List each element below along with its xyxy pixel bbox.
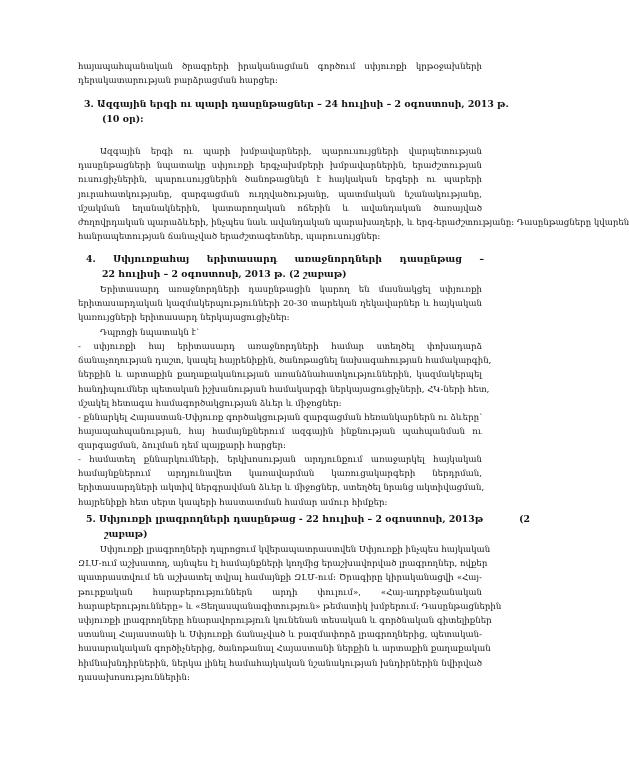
section-4-heading (86, 253, 484, 282)
section-5-paragraph (78, 543, 502, 685)
heading-line: (10 օր): (102, 113, 144, 125)
heading-line: շաբաթ) (104, 528, 148, 540)
text-line: ստանալ Հայաստանի և Սփյուռքի ճանաչված և բազմափորձ լրագրողներից, պետական- (78, 630, 482, 641)
text-line: կառույցների երիտասարդ ներկայացուցիչներ։ (78, 313, 290, 324)
section-3-paragraph (78, 145, 629, 244)
heading-line: 4. Սփյուռքահայ երիտասարդ առաջնորդների դասընթաց – (86, 254, 484, 265)
heading-suffix: (2 (519, 514, 530, 525)
section-4-bullet-2 (78, 411, 482, 454)
text-line: ներքին և արտաքին քաղաքականության առանձնահատկություններին, կազմակերպել (78, 370, 482, 381)
text-line: հանդիպումներ պետական իշխանության համակարգի ներկայացուցիչների, ՀԿ-ների հետ, (78, 384, 490, 395)
text-line: - համատեղ քննարկումների, երկխոսության արդյունքում առաջարկել հայկական (78, 455, 482, 465)
text-line: - սփյուռքի հայ երիտասարդ առաջնորդների համար ստեղծել փոխադարձ (78, 342, 482, 352)
text-line: թուրքական հարաբերություններն արդի փուլում», «Հայ-ադրբեջանական (78, 587, 482, 598)
text-line: զարգացման, ձուլման դեմ պայքարի հարցեր։ (78, 441, 286, 452)
heading-line-row (86, 513, 530, 528)
text-line: մշակման եղանակներին, կատարողական ոճերին և ավանդական ծառայված (78, 203, 482, 214)
text-line: մշակել հետագա համագործակցության ձևեր և միջոցներ։ (78, 398, 342, 409)
text-line: հարաբերությունները» և «Ցեղասպանագիտություն» թեմատիկ խմբերում։ Դասընթացներին (78, 601, 502, 612)
text-line: Սփյուռքի լրագրողների դպրոցում կվերապատրաստվեն Սփյուռքի ինչպես հայկական (100, 545, 491, 555)
text-line: դերակատարության բարձրացման հարցեր։ (78, 76, 278, 87)
heading-line: 5. Սփյուռքի լրագրողների դասընթաց - 22 հուլիսի – 2 օգոստոսի, 2013թ (86, 514, 484, 525)
text-line: Երիտասարդ առաջնորդների դասընթացին կարող են մասնակցել սփյուռքի (100, 285, 482, 295)
text-line: հիմնախնդիրներին, ներկա լինել համահայկական նշանակության խնդիրներին նվիրված (78, 658, 482, 669)
section-4-bullet-1 (78, 340, 492, 411)
text-line: հայապահպանության, հայ համայնքներում ազգային ինքնության պահպանման ու (78, 427, 482, 438)
text-line: հասարակական գործիչներից, ծանոթանալ Հայաստանի ներքին և արտաքին քաղաքական (78, 644, 491, 655)
text-line: Ազգային երգի ու պարի խմբավարների, պարուսույցների վարպետության (100, 147, 482, 157)
text-line: երիտասարդական կազմակերպությունների 20-30 տարեկան ղեկավարներ և հայկական (78, 299, 482, 310)
text-line: ճանաչողության դաշտ, կապել հայրենիքին, ծանոթացնել նախագահության համակարգին, (78, 356, 492, 367)
text-line: դասախոսություններին։ (78, 672, 190, 683)
text-line: յուրահատկությանը, զարգացման ուղղվածությանը, պատմական նշանակությանը, (78, 189, 482, 200)
text-line: սփյուռքի լրագրողները հնարավորություն կունենան տեսական և գործնական գիտելիքներ (78, 616, 492, 627)
text-line: երիտասարդների ակտիվ ներգրավման ձևեր և միջոցներ, ստեղծել նրանց ակտիվացման, (78, 483, 485, 494)
section-5-heading (86, 513, 530, 542)
heading-line: 22 հուլիսի – 2 օգոստոսի, 2013 թ. (2 շաբաթ) (102, 268, 347, 280)
section-4-intro (78, 283, 482, 340)
section-4-bullet-3 (78, 453, 485, 510)
text-line: - քննարկել Հայաստան-Սփյուռք գործակցության զարգացման հեռանկարներն ու ձևերը՝ (78, 413, 483, 423)
text-line: հայրենիքի հետ սերտ կապերի հաստատման համար ամուր հիմքեր։ (78, 497, 388, 508)
text-line: պատրաստվում են աշխատել տվյալ համայնքի ԶԼՄ-ում։ Ծրագիրը կիրականացվի «Հայ- (78, 573, 482, 584)
text-line: ժողովրդական պարաձևերի, ինչպես նաև ավանդական պարախաղերի, և երգ-երաժշտությանը։ Դասընթացները կվարեն (78, 218, 629, 229)
text-line: համայնքներում արդյունավետ կառավարման կառուցակարգերի ներդրման, (78, 469, 482, 480)
text-line: դասընթացների նպատակը սփյուռքի երգչախմբերի խմբավարներին, երաժշտության (78, 161, 482, 172)
text-line: հայապահպանական ծրագրերի իրականացման գործում սփյուռքի կրթօջախների (78, 62, 482, 72)
intro-paragraph (78, 60, 482, 88)
text-line: ԶԼՄ-ում աշխատող, այնպես էլ համայնքների կողմից երաշխավորված լրագրողներ, ովքեր (78, 559, 488, 570)
text-line: Դպրոցի նպատակն է՝ (100, 327, 200, 338)
text-line: հանրապետության ճանաչված երաժշտագետներ, պարուսույցներ։ (78, 232, 381, 243)
heading-line: 3. Ազգային երգի ու պարի դասընթացներ – 24 հուլիսի – 2 օգոստոսի, 2013 թ. (84, 99, 509, 110)
section-3-heading (84, 98, 509, 127)
text-line: ուսուցիչներին, պարուսույցներին ծանոթացնելն է հայկական երգերի ու պարերի (78, 175, 482, 186)
